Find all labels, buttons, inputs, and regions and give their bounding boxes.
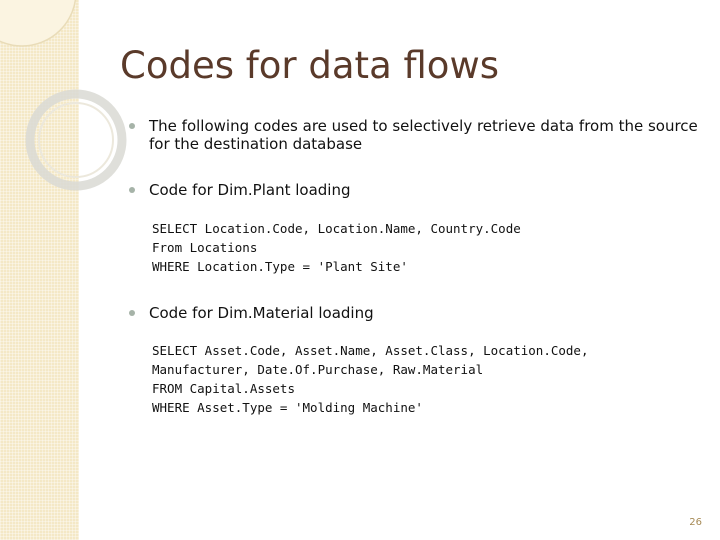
bullet-line: The following codes are used to selectively retrieve data from the source [149,117,698,135]
bullet-text [149,117,698,153]
code-block-dim-plant [152,219,521,276]
bullet-marker [129,187,135,193]
bullet-marker [129,123,135,129]
code-line: SELECT Asset.Code, Asset.Name, Asset.Class, Location.Code, [152,343,589,358]
code-line: WHERE Location.Type = 'Plant Site' [152,259,408,274]
bullet-text [149,304,374,322]
bullet-line: Code for Dim.Plant loading [149,181,351,199]
slide-title: Codes for data flows [120,44,499,87]
decorative-ring-inner [39,103,113,177]
code-line: WHERE Asset.Type = 'Molding Machine' [152,400,423,415]
code-block-dim-material [152,341,589,417]
code-line: Manufacturer, Date.Of.Purchase, Raw.Material [152,362,484,377]
decorative-ring [30,94,122,186]
bullet-text [149,181,350,199]
bullet-line: Code for Dim.Material loading [149,304,374,322]
decorative-circles [0,0,130,220]
bullet-line: for the destination database [149,135,363,153]
page-number: 26 [689,517,702,528]
code-line: SELECT Location.Code, Location.Name, Country.Code [152,221,521,236]
decorative-circle-top [0,0,76,46]
code-line: From Locations [152,240,258,255]
bullet-marker [129,310,135,316]
code-line: FROM Capital.Assets [152,381,295,396]
